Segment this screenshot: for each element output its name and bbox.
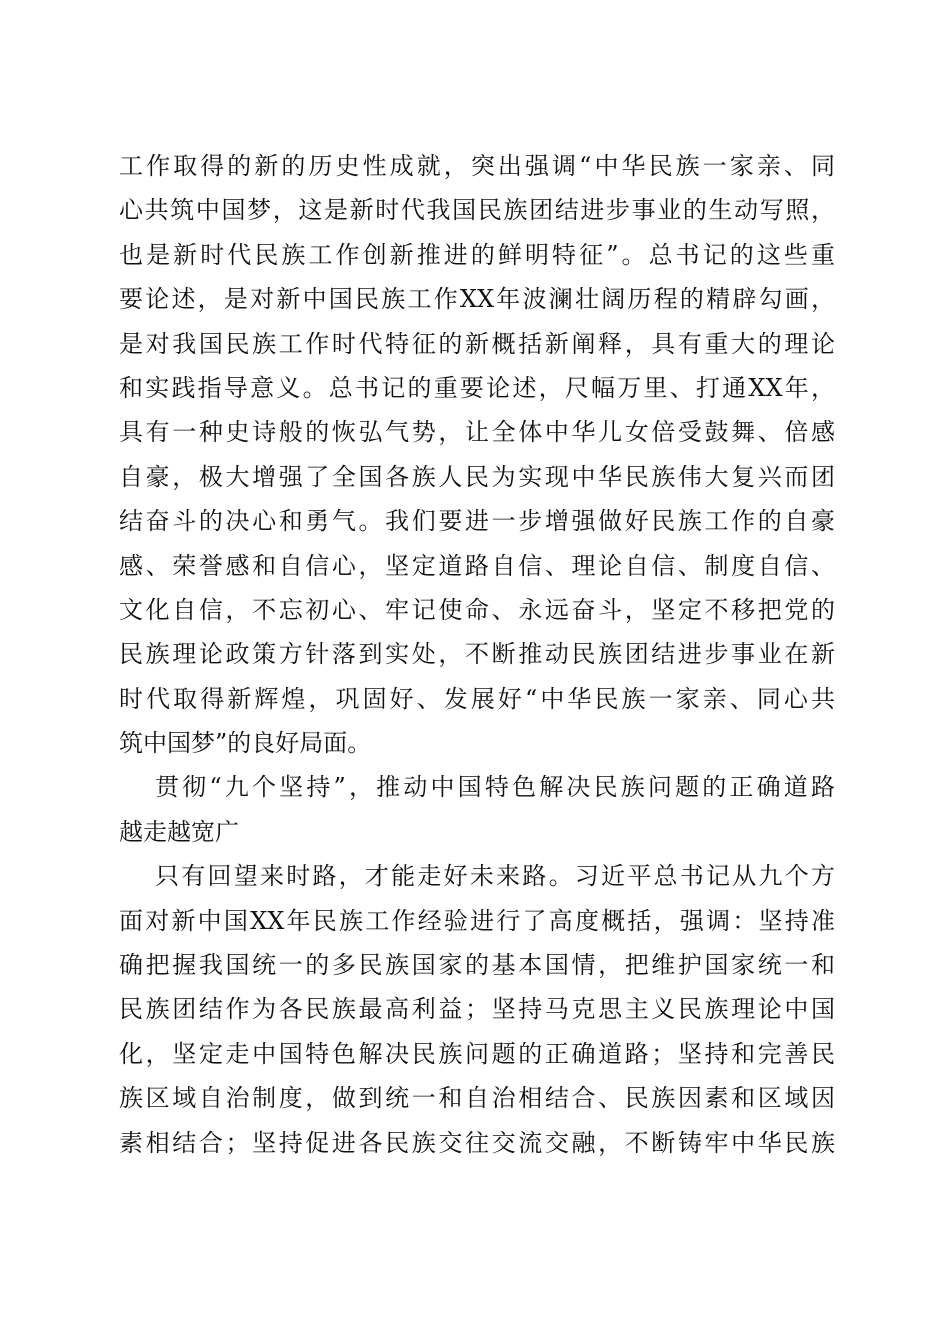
text-line: 民族理论政策方针落到实处，不断推动民族团结进步事业在新 xyxy=(119,640,835,669)
text-line: 要论述，是对新中国民族工作XX年波澜壮阔历程的精辟勾画， xyxy=(119,285,835,314)
text-line: 工作取得的新的历史性成就，突出强调“中华民族一家亲、同 xyxy=(119,152,835,180)
text-line: 筑中国梦”的良好局面。 xyxy=(119,729,372,758)
text-line: 结奋斗的决心和勇气。我们要进一步增强做好民族工作的自豪 xyxy=(119,507,835,536)
text-line: 也是新时代民族工作创新推进的鲜明特征”。总书记的这些重 xyxy=(119,240,835,269)
text-line: 和实践指导意义。总书记的重要论述，尺幅万里、打通XX年， xyxy=(119,373,835,402)
section-heading-line: 贯彻“九个坚持”，推动中国特色解决民族问题的正确道路 xyxy=(155,773,835,802)
text-line: 具有一种史诗般的恢弘气势，让全体中华儿女倍受鼓舞、倍感 xyxy=(119,418,835,447)
text-line: 只有回望来时路，才能走好未来路。习近平总书记从九个方 xyxy=(155,862,835,891)
text-line: 化，坚定走中国特色解决民族问题的正确道路；坚持和完善民 xyxy=(119,1039,835,1068)
text-line: 时代取得新辉煌，巩固好、发展好“中华民族一家亲、同心共 xyxy=(119,684,835,713)
text-line: 族区域自治制度，做到统一和自治相结合、民族因素和区域因 xyxy=(119,1084,835,1113)
text-line: 文化自信，不忘初心、牢记使命、永远奋斗，坚定不移把党的 xyxy=(119,595,835,624)
text-line: 面对新中国XX年民族工作经验进行了高度概括，强调：坚持准 xyxy=(119,906,835,935)
text-line: 民族团结作为各民族最高利益；坚持马克思主义民族理论中国 xyxy=(119,995,835,1024)
text-line: 是对我国民族工作时代特征的新概括新阐释，具有重大的理论 xyxy=(119,329,835,358)
text-line: 自豪，极大增强了全国各族人民为实现中华民族伟大复兴而团 xyxy=(119,462,835,491)
body-text xyxy=(119,144,835,1165)
section-heading-line: 越走越宽广 xyxy=(119,817,239,846)
text-line: 心共筑中国梦，这是新时代我国民族团结进步事业的生动写照， xyxy=(119,196,835,225)
text-line: 确把握我国统一的多民族国家的基本国情，把维护国家统一和 xyxy=(119,951,835,980)
text-line: 素相结合；坚持促进各民族交往交流交融，不断铸牢中华民族 xyxy=(119,1128,835,1157)
text-line: 感、荣誉感和自信心，坚定道路自信、理论自信、制度自信、 xyxy=(119,551,835,580)
